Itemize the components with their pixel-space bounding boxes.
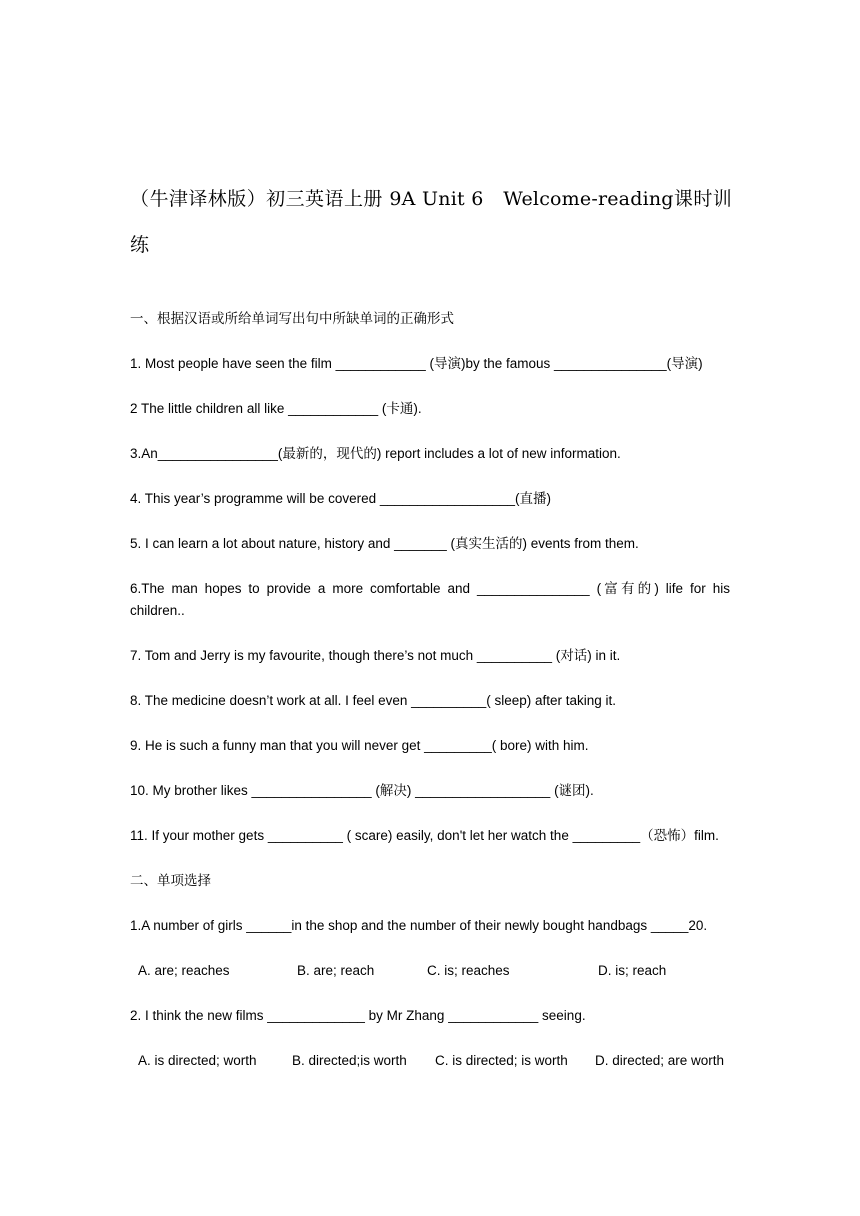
section-2-heading: 二、单项选择 <box>130 873 211 889</box>
fill-question-1: 1. Most people have seen the film ____________ (导演)by the famous _______________(导演) <box>130 356 703 371</box>
fill-question-6: 6.The man hopes to provide a more comfortable and _______________ (富有的) life for his children.. <box>130 581 730 618</box>
option-a: A. is directed; worth <box>138 1053 257 1068</box>
fill-question-9: 9. He is such a funny man that you will never get _________( bore) with him. <box>130 738 589 753</box>
fill-question-4: 4. This year’s programme will be covered __________________(直播) <box>130 491 551 506</box>
option-a: A. are; reaches <box>138 963 230 978</box>
option-c: C. is directed; is worth <box>435 1053 568 1068</box>
choice-question-2-stem: 2. I think the new films _____________ by Mr Zhang ____________ seeing. <box>130 1008 586 1023</box>
fill-question-7: 7. Tom and Jerry is my favourite, though there’s not much __________ (对话) in it. <box>130 648 621 663</box>
option-c: C. is; reaches <box>427 963 510 978</box>
section-1-heading: 一、根据汉语或所给单词写出句中所缺单词的正确形式 <box>130 311 454 327</box>
fill-question-8: 8. The medicine doesn’t work at all. I feel even __________( sleep) after taking it. <box>130 693 617 708</box>
option-b: B. directed;is worth <box>292 1053 407 1068</box>
fill-question-5: 5. I can learn a lot about nature, history and _______ (真实生活的) events from them. <box>130 536 639 551</box>
fill-question-10: 10. My brother likes ________________ (解决) __________________ (谜团). <box>130 783 594 798</box>
choice-question-1-options <box>130 960 730 982</box>
option-b: B. are; reach <box>297 963 375 978</box>
fill-question-3: 3.An________________(最新的，现代的) report includes a lot of new information. <box>130 446 621 461</box>
document-body <box>130 308 730 1095</box>
option-d: D. directed; are worth <box>595 1053 725 1068</box>
document-title: （牛津译林版）初三英语上册 9A Unit 6 Welcome-reading课时训练 <box>130 188 732 256</box>
fill-question-11: 11. If your mother gets __________ ( scare) easily, don't let her watch the _________（恐怖）film. <box>130 828 719 843</box>
fill-question-2: 2 The little children all like ____________ (卡通). <box>130 401 422 416</box>
choice-question-1-stem: 1.A number of girls ______in the shop and the number of their newly bought handbags _____20. <box>130 918 708 933</box>
choice-question-2-options <box>130 1050 730 1072</box>
option-d: D. is; reach <box>598 963 667 978</box>
